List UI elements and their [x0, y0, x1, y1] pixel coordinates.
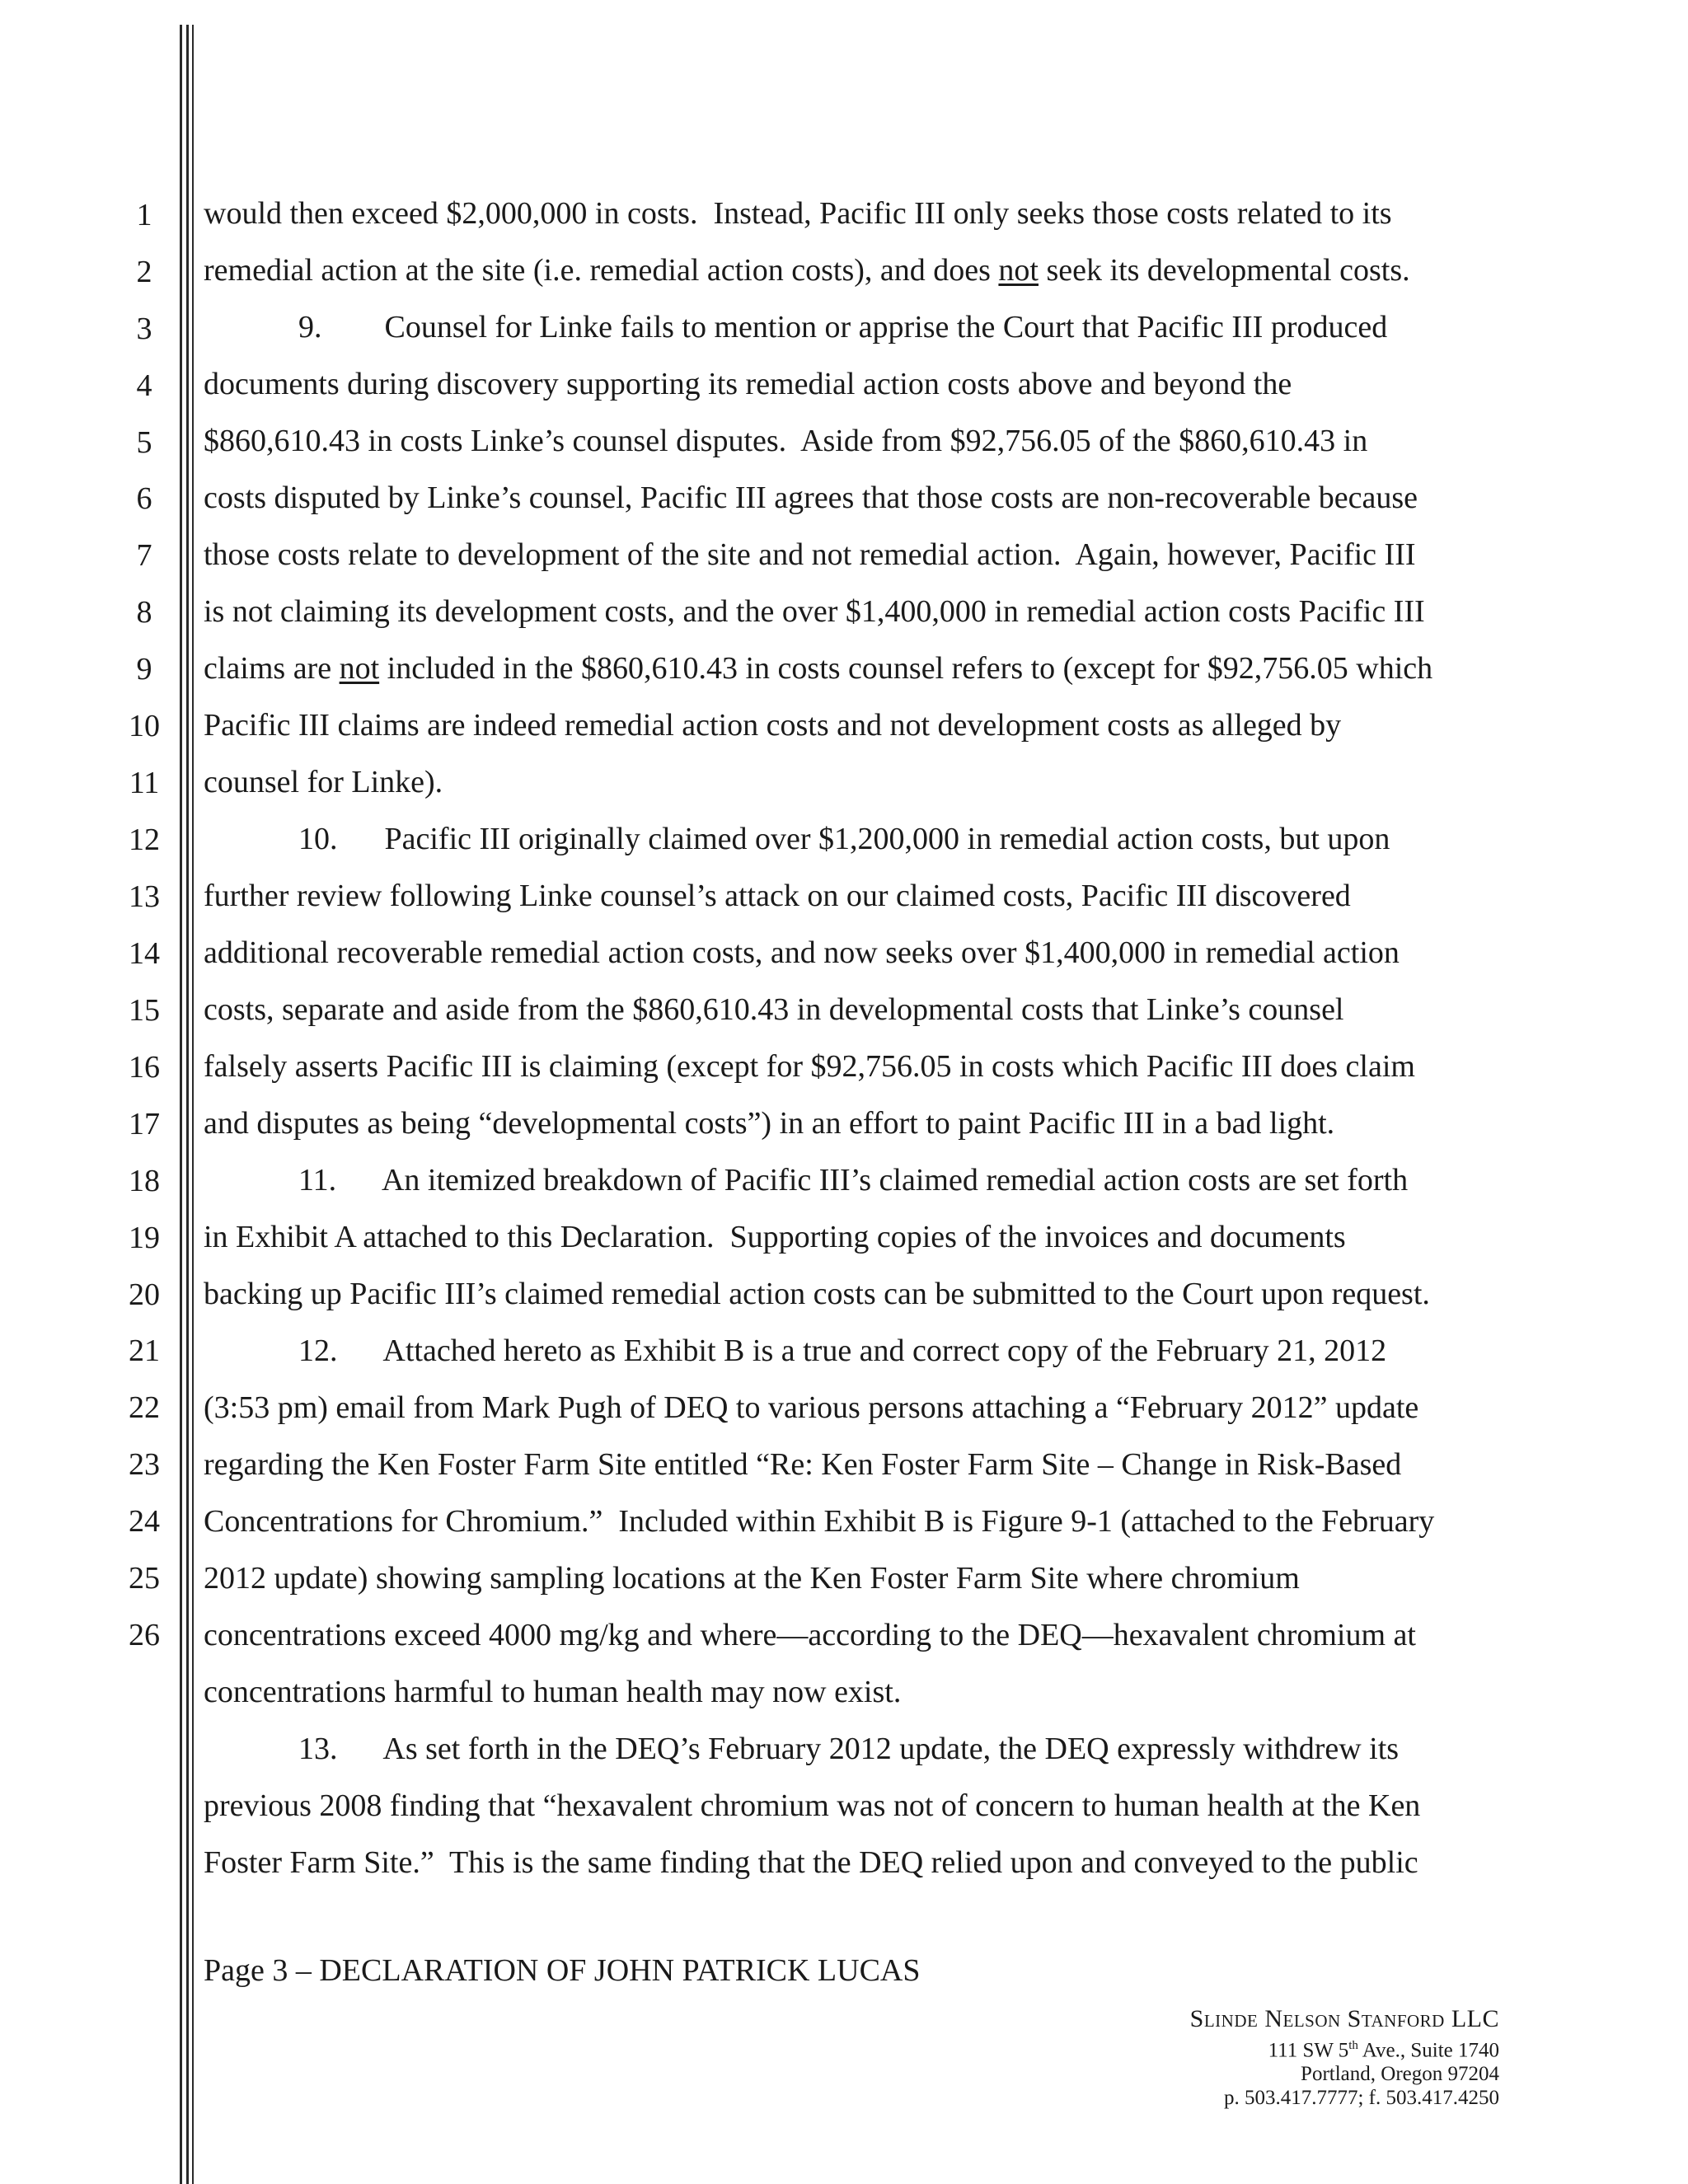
line-number: 12	[129, 823, 160, 857]
line-number: 4	[136, 368, 152, 403]
text-line	[204, 368, 1506, 400]
text-segment: 11. An itemized breakdown of Pacific III’s claimed remedial action costs are set forth	[298, 1163, 1409, 1197]
text-line	[204, 1563, 1506, 1594]
text-line	[204, 1449, 1506, 1480]
line-number: 3	[136, 312, 152, 346]
line-number: 25	[129, 1561, 160, 1596]
line-number: 13	[129, 879, 160, 914]
line-number: 6	[136, 481, 152, 516]
page-footer-label: Page 3 – DECLARATION OF JOHN PATRICK LUCAS	[204, 1953, 921, 1988]
text-segment: concentrations exceed 4000 mg/kg and where—according to the DEQ—hexavalent chromium at	[204, 1618, 1416, 1652]
line-number: 15	[129, 993, 160, 1028]
line-number: 19	[129, 1221, 160, 1255]
text-line	[204, 1278, 1506, 1310]
text-segment: documents during discovery supporting its remedial action costs above and beyond the	[204, 367, 1292, 401]
text-segment: 9. Counsel for Linke fails to mention or apprise the Court that Pacific III produced	[298, 310, 1388, 344]
text-segment: is not claiming its development costs, and the over $1,400,000 in remedial action costs Pacific III	[204, 594, 1425, 629]
text-line	[204, 198, 1506, 229]
line-number: 14	[129, 936, 160, 971]
line-number: 21	[129, 1333, 160, 1368]
text-segment: in Exhibit A attached to this Declaration. Supporting copies of the invoices and documents	[204, 1220, 1346, 1254]
text-line	[204, 1221, 1506, 1253]
text-segment: 2012 update) showing sampling locations at the Ken Foster Farm Site where chromium	[204, 1561, 1300, 1596]
text-line	[204, 1847, 1506, 1878]
text-segment: additional recoverable remedial action costs, and now seeks over $1,400,000 in remedial action	[204, 935, 1400, 970]
text-segment: further review following Linke counsel’s attack on our claimed costs, Pacific III discovered	[204, 879, 1351, 913]
line-number: 2	[136, 255, 152, 289]
text-line	[204, 425, 1506, 457]
text-line	[298, 1335, 1601, 1366]
left-margin-rule	[186, 25, 189, 2184]
firm-city: Portland, Oregon 97204	[1301, 2063, 1499, 2086]
line-number: 26	[129, 1618, 160, 1652]
text-segment: falsely asserts Pacific III is claiming (except for $92,756.05 in costs which Pacific III does claim	[204, 1049, 1415, 1084]
line-number: 22	[129, 1390, 160, 1425]
text-segment: Concentrations for Chromium.” Included within Exhibit B is Figure 9-1 (attached to the February	[204, 1504, 1435, 1539]
firm-phone-fax: p. 503.417.7777; f. 503.417.4250	[1223, 2087, 1499, 2110]
text-line	[204, 994, 1506, 1025]
text-line	[204, 880, 1506, 912]
text-line	[204, 596, 1506, 627]
text-segment: and disputes as being “developmental costs”) in an effort to paint Pacific III in a bad light.	[204, 1106, 1335, 1141]
text-line	[204, 1506, 1506, 1537]
text-segment: Foster Farm Site.” This is the same finding that the DEQ relied upon and conveyed to the public	[204, 1845, 1418, 1880]
line-number: 16	[129, 1050, 160, 1085]
text-line	[204, 937, 1506, 968]
text-line	[204, 1392, 1506, 1423]
text-segment: counsel for Linke).	[204, 765, 443, 799]
underlined-text: not	[998, 253, 1039, 288]
text-segment: would then exceed $2,000,000 in costs. Instead, Pacific III only seeks those costs related to its	[204, 196, 1392, 231]
text-segment: concentrations harmful to human health may now exist.	[204, 1675, 902, 1709]
text-line	[204, 766, 1506, 798]
firm-address-block	[1005, 2004, 1499, 2110]
line-number: 24	[129, 1504, 160, 1539]
line-number: 1	[136, 198, 152, 232]
left-margin-rule	[180, 25, 182, 2184]
line-number: 23	[129, 1447, 160, 1482]
text-line	[204, 653, 1506, 684]
text-segment: (3:53 pm) email from Mark Pugh of DEQ to various persons attaching a “February 2012” update	[204, 1390, 1419, 1425]
text-segment: regarding the Ken Foster Farm Site entitled “Re: Ken Foster Farm Site – Change in Risk-Based	[204, 1447, 1402, 1482]
left-margin-rule	[192, 25, 194, 2184]
text-line	[298, 312, 1601, 343]
street-suffix: Ave., Suite 1740	[1357, 2039, 1499, 2062]
text-segment: those costs relate to development of the site and not remedial action. Again, however, Pacific III	[204, 537, 1416, 572]
text-segment: costs, separate and aside from the $860,610.43 in developmental costs that Linke’s counsel	[204, 992, 1344, 1027]
text-segment: costs disputed by Linke’s counsel, Pacific III agrees that those costs are non-recoverable because	[204, 480, 1418, 515]
text-segment: Pacific III claims are indeed remedial action costs and not development costs as alleged by	[204, 708, 1342, 743]
text-segment: 13. As set forth in the DEQ’s February 2012 update, the DEQ expressly withdrew its	[298, 1732, 1400, 1766]
line-number: 20	[129, 1277, 160, 1312]
line-number: 18	[129, 1164, 160, 1198]
line-number: 10	[129, 709, 160, 743]
text-line	[204, 482, 1506, 513]
text-line	[204, 710, 1506, 741]
text-segment: included in the $860,610.43 in costs counsel refers to (except for $92,756.05 which	[379, 651, 1433, 686]
text-line	[204, 1051, 1506, 1082]
underlined-text: not	[339, 651, 380, 686]
line-number: 17	[129, 1107, 160, 1141]
line-number: 9	[136, 652, 152, 687]
text-line	[298, 1165, 1601, 1196]
text-line	[204, 255, 1506, 286]
street-ordinal-suffix: th	[1348, 2039, 1358, 2052]
line-number: 8	[136, 595, 152, 630]
text-segment: backing up Pacific III’s claimed remedial action costs can be submitted to the Court upon request.	[204, 1277, 1430, 1311]
text-line	[298, 1733, 1601, 1765]
text-segment: claims are	[204, 651, 340, 686]
text-segment: $860,610.43 in costs Linke’s counsel disputes. Aside from $92,756.05 of the $860,610.43 in	[204, 424, 1368, 458]
text-segment: 10. Pacific III originally claimed over $1,200,000 in remedial action costs, but upon	[298, 822, 1390, 856]
text-line	[298, 823, 1601, 855]
text-line	[204, 1790, 1506, 1821]
text-segment: previous 2008 finding that “hexavalent chromium was not of concern to human health at the Ken	[204, 1788, 1421, 1823]
street-prefix: 111 SW 5	[1268, 2039, 1349, 2062]
text-line	[204, 1619, 1506, 1651]
text-line	[204, 1108, 1506, 1139]
line-number: 11	[129, 766, 160, 800]
line-number: 5	[136, 425, 152, 460]
text-line	[204, 1676, 1506, 1708]
text-segment: remedial action at the site (i.e. remedial action costs), and does	[204, 253, 999, 288]
line-number: 7	[136, 538, 152, 573]
text-line	[204, 539, 1506, 570]
text-segment: seek its developmental costs.	[1038, 253, 1410, 288]
firm-street-address	[1005, 2034, 1499, 2062]
firm-name: Slinde Nelson Stanford LLC	[1189, 2005, 1499, 2032]
text-segment: 12. Attached hereto as Exhibit B is a true and correct copy of the February 21, 2012	[298, 1333, 1387, 1368]
